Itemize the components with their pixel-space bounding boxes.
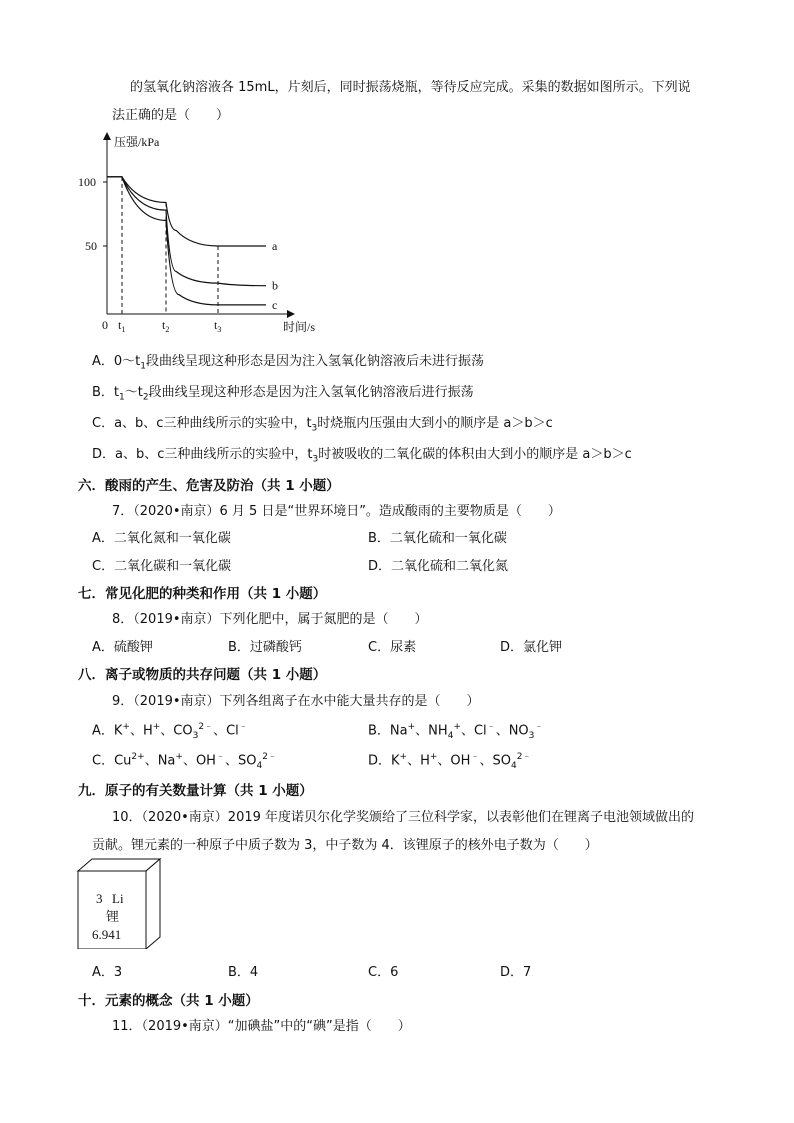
x-axis-label: 时间/s [283,320,316,334]
option-c: C．6 [368,965,399,980]
option-b: B．二氧化硫和一氧化碳 [368,531,507,546]
question-text: 的氢氧化钠溶液各 15mL，片刻后，同时振荡烧瓶，等待反应完成。采集的数据如图所示。下列说 [130,80,691,95]
origin-label: 0 [102,318,108,332]
question-text: 10．（2020•南京）2019 年度诺贝尔化学奖颁给了三位科学家，以表彰他们在锂离子电池领域做出的 [112,810,695,825]
series-a-line [107,177,266,246]
option-c: C．二氧化碳和一氧化碳 [92,559,232,574]
option-a: A．3 [92,965,123,980]
section-title: 八．离子或物质的共存问题（共 1 小题） [78,667,327,683]
option-c: C．a、b、c三种曲线所示的实验中，$t_3$时烧瓶内压强由大到小的顺序是 a＞b＞c [92,416,553,434]
section-title: 七．常见化肥的种类和作用（共 1 小题） [78,586,327,602]
series-b-label: b [272,278,278,293]
option-d: D．氯化钾 [500,640,563,655]
option-b: B．过磷酸钙 [228,640,302,655]
section-title: 九．原子的有关数量计算（共 1 小题） [78,783,313,799]
element-symbol: Li [112,891,124,906]
x-tick-label: $t_3$ [214,318,222,334]
y-axis-label: 压强/kPa [114,135,160,149]
option-a: A．二氧化氮和一氧化碳 [92,531,231,546]
lithium-element-card [76,857,162,949]
series-c-label: c [272,297,278,312]
option-d: D．二氧化硫和二氧化氮 [368,559,509,574]
question-text: 贡献。锂元素的一种原子中质子数为 3，中子数为 4．该锂原子的核外电子数为（ ） [92,838,598,853]
pressure-time-chart [76,132,346,340]
option-a: A．$0\sim t_1$段曲线呈现这种形态是因为注入氢氧化钠溶液后未进行振荡 [92,354,485,372]
atomic-mass: 6.941 [92,927,122,942]
option-a: A．K+、H+、$CO_3^{2﹣}$、Cl﹣ [92,722,248,741]
question-text: 8．（2019•南京）下列化肥中，属于氮肥的是（ ） [112,612,428,627]
atomic-number: 3 [96,891,103,906]
series-a-label: a [272,239,278,253]
question-text: 11．（2019•南京）“加碘盐”中的“碘”是指（ ） [112,1019,411,1034]
y-tick-100: 100 [78,175,96,189]
option-d: D．K+、H+、OH﹣、$SO_4^{2﹣}$ [368,752,532,771]
option-c: C．$Cu^{2+}$、Na+、OH﹣、$SO_4^{2﹣}$ [92,752,277,771]
option-d: D．7 [500,965,532,980]
y-tick-50: 50 [85,239,97,253]
option-b: B．Na+、$NH_4^+$、Cl﹣、$NO_3^﹣$ [368,722,544,741]
question-text: 9．（2019•南京）下列各组离子在水中能大量共存的是（ ） [112,694,480,709]
section-title: 十．元素的概念（共 1 小题） [78,993,259,1009]
series-b-line [107,177,266,286]
option-b: B．4 [228,965,259,980]
section-title: 六．酸雨的产生、危害及防治（共 1 小题） [78,478,340,494]
option-b: B．$t_1\sim t_2$段曲线呈现这种形态是因为注入氢氧化钠溶液后进行振荡 [92,385,474,403]
option-a: A．硫酸钾 [92,640,153,655]
x-tick-label: $t_1$ [118,318,126,334]
option-d: D．a、b、c三种曲线所示的实验中，$t_3$时被吸收的二氧化碳的体积由大到小的顺序是 a＞b＞c [92,447,632,465]
question-text: 法正确的是（ ） [112,108,230,123]
element-name: 锂 [106,909,120,924]
x-tick-label: $t_2$ [162,318,170,334]
option-c: C．尿素 [368,640,417,655]
question-text: 7．（2020•南京）6 月 5 日是“世界环境日”。造成酸雨的主要物质是（ ） [112,504,561,519]
